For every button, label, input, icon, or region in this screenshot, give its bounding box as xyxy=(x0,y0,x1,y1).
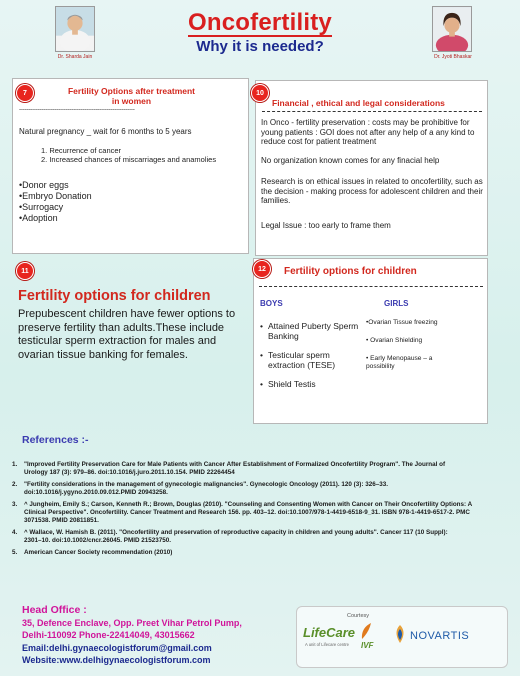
panel-7-divider: -------------------------------------------------------------- xyxy=(19,106,135,113)
page-title: Oncofertility xyxy=(188,9,332,36)
panel-children-options-left xyxy=(12,260,249,436)
address-line-2: Delhi-110092 Phone-22414049, 43015662 xyxy=(22,630,195,640)
panel-11-title: Fertility options for children xyxy=(18,288,211,304)
ivf-logo-text: IVF xyxy=(361,641,374,650)
list-item: 3. ^ Jungheim, Emily S.; Carson, Kenneth R.; Brown, Douglas (2010). "Counseling and Consenting Women with Cancer on Their Oncofertility Options: A Clinical Perspective". Oncofertility. Cancer Treatment and Research 156. pp. 403–12. doi:10.1007/978-1-4419-6518-9_31. ISBN 978-1-4419-6517-2. PMC 3071538. PMID 20811851. xyxy=(12,501,472,524)
panel-children-options-right xyxy=(253,258,488,424)
lifecare-subtitle: A unit of Lifecare centre xyxy=(305,642,349,647)
list-item: • Shield Testis xyxy=(260,379,316,389)
list-item: 2. "Fertility considerations in the management of gynecologic malignancies". Gynecologic Oncology (2011). 120 (3): 326–33. doi:10.1016/j.ygyno.2010.09.012.PMID 20943258. xyxy=(12,481,388,496)
list-item: • Attained Puberty Sperm Banking xyxy=(260,321,359,341)
panel-12-title: Fertility options for children xyxy=(284,266,417,277)
panel-number-badge: 12 xyxy=(253,260,271,278)
references-list xyxy=(12,461,502,557)
panel-10-divider xyxy=(262,111,482,112)
email-link[interactable]: Email:delhi.gynaecologistforum@gmail.com xyxy=(22,643,212,653)
girls-list xyxy=(366,319,484,371)
courtesy-label: Courtesy xyxy=(347,613,370,619)
costs-paragraph: In Onco - fertility preservation : costs may be prohibitive for young patients : GOI does not after any help of a any kind to reduce cost for patient treatment xyxy=(261,118,475,146)
panel-10-title: Financial , ethical and legal considerations xyxy=(272,98,445,108)
option-list xyxy=(19,180,92,224)
novartis-flame-icon xyxy=(391,624,409,644)
page-subtitle: Why it is needed? xyxy=(196,38,324,55)
panel-7-title: Fertility Options after treatment in women xyxy=(67,86,196,106)
sub-item-2: 2. Increased chances of miscarriages and anamolies xyxy=(41,155,217,164)
sponsor-logos xyxy=(296,606,508,668)
list-item: •Surrogacy xyxy=(19,202,64,212)
children-options-text: Prepubescent children have fewer options to preserve fertility than adults.These include testicular sperm extraction for males and ovarian tissue banking for females. xyxy=(18,308,236,361)
list-item: •Embryo Donation xyxy=(19,191,92,201)
panel-12-divider xyxy=(259,286,483,287)
legal-paragraph: Legal Issue : too early to frame them xyxy=(261,221,391,230)
list-item: 1. "Improved Fertility Preservation Care for Male Patients with Cancer After Establishment of Formalized Oncofertility Program". The Journal of Urology 187 (3): 979–86. doi:10.1016/j.juro.2011.10.154. PMID 22264454 xyxy=(12,461,446,476)
list-item: • Ovarian Shielding xyxy=(366,337,423,344)
panel-number-badge: 10 xyxy=(251,84,269,102)
panel-financial-ethical-legal xyxy=(255,80,488,256)
lifecare-leaf-icon xyxy=(360,622,372,640)
list-item: 5. American Cancer Society recommendation (2010) xyxy=(12,549,173,557)
panel-fertility-women xyxy=(12,78,249,254)
list-item: 4. ^ Wallace, W. Hamish B. (2011). "Oncofertility and preservation of reproductive capacity in children and young adults". Cancer 117 (10 Suppl): 2301–10. doi:10.1002/cncr.26045. PMID 21523750. xyxy=(12,529,448,544)
doctor-photo-right xyxy=(432,6,472,52)
boys-label: BOYS xyxy=(260,299,283,308)
financial-help-paragraph: No organization known comes for any finacial help xyxy=(261,156,440,165)
head-office-label: Head Office : xyxy=(22,604,87,616)
left-photo-caption: Dr. Sharda Jain xyxy=(57,54,93,60)
list-item: •Adoption xyxy=(19,213,58,223)
right-photo-caption: Dr. Jyoti Bhaskar xyxy=(434,54,472,60)
girls-label: GIRLS xyxy=(384,299,409,308)
natural-pregnancy-text: Natural pregnancy _ wait for 6 months to 5 years xyxy=(19,127,192,136)
list-item: •Donor eggs xyxy=(19,180,69,190)
address-line-1: 35, Defence Enclave, Opp. Preet Vihar Petrol Pump, xyxy=(22,618,242,628)
website-link[interactable]: Website:www.delhigynaecologistforum.com xyxy=(22,655,211,665)
panel-number-badge: 7 xyxy=(16,84,34,102)
sub-item-1: 1. Recurrence of cancer xyxy=(41,146,122,155)
panel-number-badge: 11 xyxy=(16,262,34,280)
novartis-logo: NOVARTIS xyxy=(410,630,470,642)
list-item: • Early Menopause – a possibility xyxy=(366,355,433,370)
list-item: • Testicular sperm extraction (TESE) xyxy=(260,350,336,370)
references-title: References :- xyxy=(22,434,89,446)
lifecare-logo: LifeCare xyxy=(303,625,356,640)
ethical-paragraph: Research is on ethical issues in related to oncofertility, such as the decision - making process for adolescent children and their families. xyxy=(261,177,483,205)
list-item: •Ovarian Tissue freezing xyxy=(366,319,438,326)
boys-list xyxy=(260,321,372,389)
